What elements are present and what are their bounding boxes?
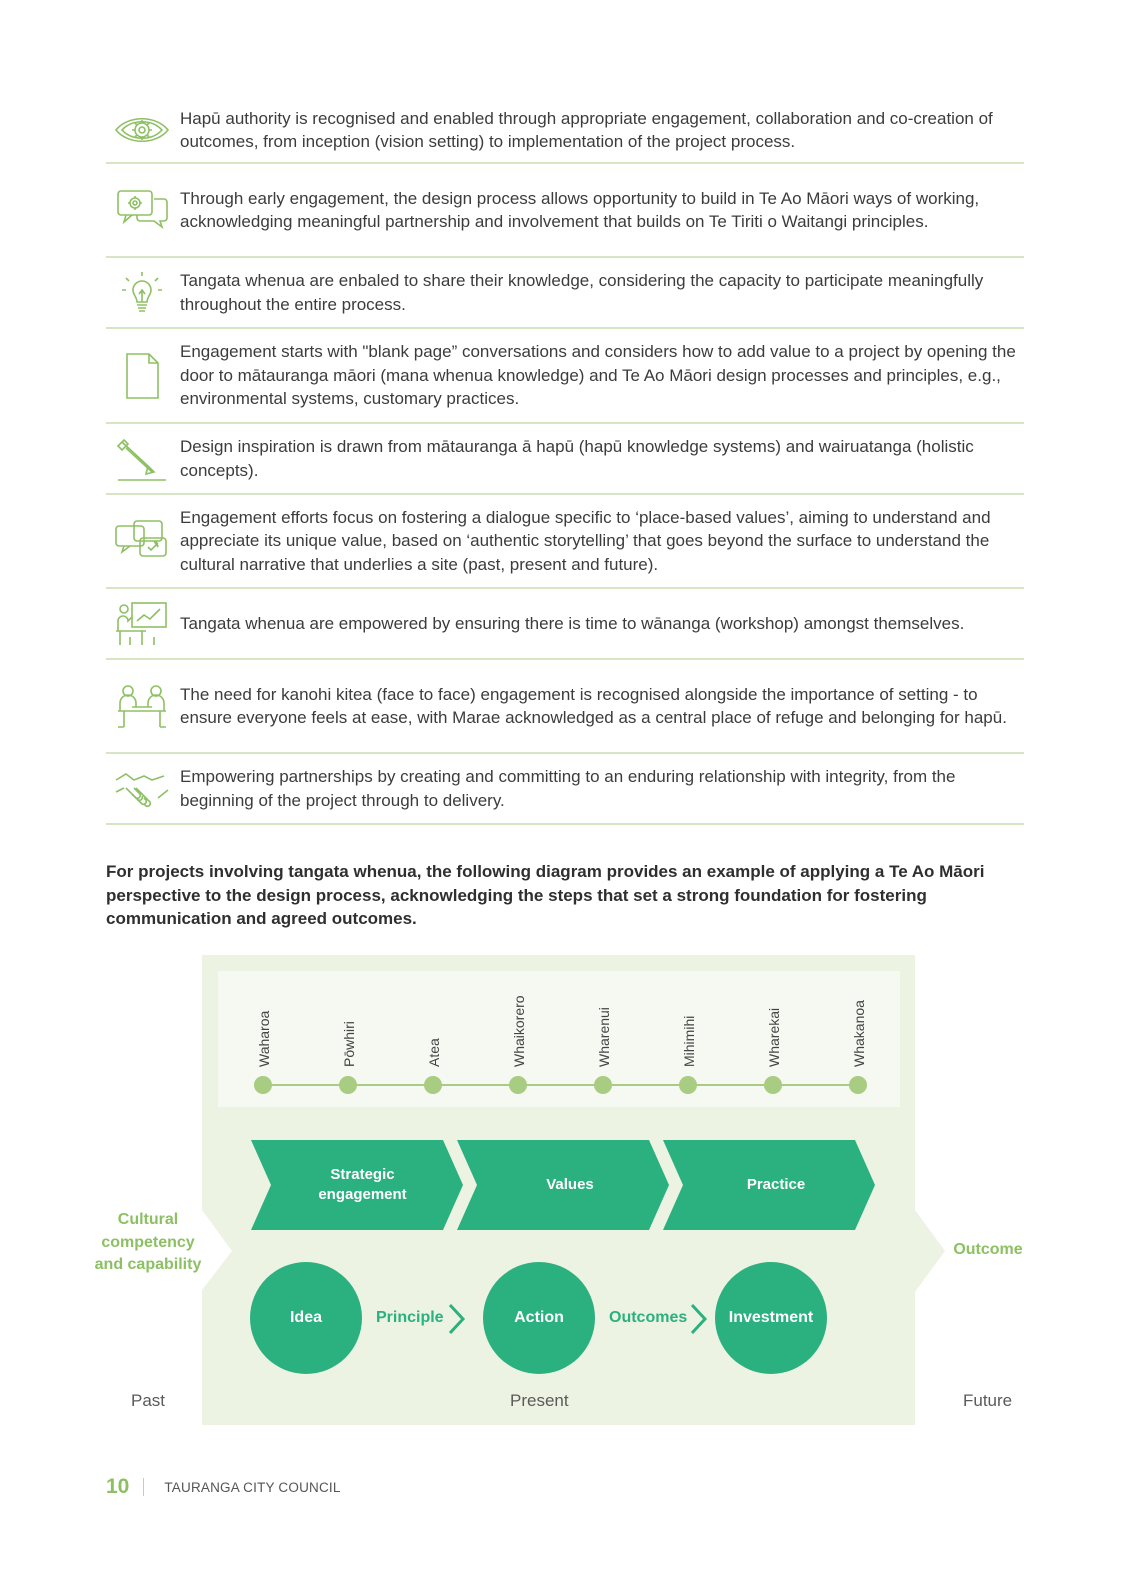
footer-divider [143, 1478, 144, 1496]
principle-text: Through early engagement, the design process allows opportunity to build in Te Ao Māori ways of working, acknowledging meaningful partnership and involvement that builds on Te Tiriti o Waitangi principles. [180, 188, 980, 231]
page-number: 10 [106, 1475, 130, 1498]
principle-row [106, 754, 1024, 825]
link-label-outcomes: Outcomes [609, 1309, 688, 1326]
workshop-presentation-icon [106, 601, 178, 647]
chat-bubbles-icon [106, 518, 178, 564]
people-meeting-icon [106, 683, 178, 729]
step-label-strategic-engagement: Strategic engagement [318, 1166, 407, 1203]
principle-row [106, 329, 1024, 424]
timeline-future: Future [963, 1391, 1013, 1410]
principle-row [106, 660, 1024, 754]
stage-label: Waharoa [256, 1010, 272, 1067]
timeline-dot [764, 1076, 782, 1094]
circle-label-investment: Investment [728, 1309, 814, 1326]
footer [106, 1475, 341, 1499]
timeline-dot [509, 1076, 527, 1094]
timeline-past: Past [131, 1391, 166, 1410]
timeline-dot [254, 1076, 272, 1094]
organisation-name: TAURANGA CITY COUNCIL [164, 1479, 341, 1495]
principle-row [106, 98, 1024, 164]
eye-gear-icon [106, 107, 178, 153]
principle-row [106, 424, 1024, 495]
principle-text: Design inspiration is drawn from mātauranga ā hapū (hapū knowledge systems) and wairuatanga (holistic concepts). [180, 437, 974, 480]
principle-text: Empowering partnerships by creating and committing to an enduring relationship with integrity, from the beginning of the project through to delivery. [180, 767, 956, 810]
principle-row [106, 258, 1024, 329]
pencil-icon [106, 436, 178, 482]
circle-label-action: Action [514, 1309, 564, 1326]
stage-label: Wharenui [596, 1007, 612, 1067]
principle-text: Engagement starts with "blank page” conversations and considers how to add value to a project by opening the door to mātauranga māori (mana whenua knowledge) and Te Ao Māori design processes and principles, e.g., environmental systems, customary practices. [180, 342, 1016, 409]
principle-text: Tangata whenua are empowered by ensuring there is time to wānanga (workshop) amongst themselves. [180, 613, 965, 633]
speech-bubble-gear-icon [106, 187, 178, 233]
circle-label-idea: Idea [289, 1309, 322, 1326]
link-label-principle: Principle [376, 1309, 444, 1326]
principle-text: Hapū authority is recognised and enabled through appropriate engagement, collaboration and co-creation of outcomes, from inception (vision setting) to implementation of the project process. [180, 108, 993, 151]
right-label: Outcome [953, 1241, 1023, 1258]
step-label-practice: Practice [746, 1176, 806, 1193]
timeline-dot [849, 1076, 867, 1094]
timeline-dot [424, 1076, 442, 1094]
principle-row [106, 589, 1024, 660]
lightbulb-icon [106, 270, 178, 316]
stage-label: Mihimihi [681, 1015, 697, 1067]
stage-label: Atea [426, 1038, 442, 1067]
left-label: Cultural competency and capability [94, 1211, 202, 1273]
stage-label: Whaikorero [511, 995, 527, 1067]
design-process-diagram [0, 955, 1129, 1430]
timeline-dot [679, 1076, 697, 1094]
principle-text: Tangata whenua are enbaled to share their knowledge, considering the capacity to participate meaningfully throughout the entire process. [180, 271, 984, 314]
timeline-dot [339, 1076, 357, 1094]
stage-label: Whakanoa [851, 1000, 867, 1067]
stage-label: Pōwhiri [341, 1021, 357, 1067]
principles-list [106, 98, 1024, 825]
principle-text: Engagement efforts focus on fostering a dialogue specific to ‘place-based values’, aiming to understand and appreciate its unique value, based on ‘authentic storytelling’ that goes beyond the surface to understand the cultural narrative that underlies a site (past, present and future). [180, 507, 991, 574]
principle-row [106, 164, 1024, 258]
timeline-panel [218, 971, 900, 1107]
handshake-icon [106, 766, 178, 812]
stage-label: Wharekai [766, 1007, 782, 1067]
principle-text: The need for kanohi kitea (face to face) engagement is recognised alongside the importance of setting - to ensure everyone feels at ease, with Marae acknowledged as a central place of refuge and belonging for hapū. [180, 684, 1007, 727]
timeline-dot [594, 1076, 612, 1094]
timeline-present: Present [510, 1391, 569, 1410]
blank-page-icon [106, 353, 178, 399]
principle-row [106, 495, 1024, 589]
diagram-intro: For projects involving tangata whenua, the following diagram provides an example of applying a Te Ao Māori perspective to the design process, acknowledging the steps that set a strong foundation for fostering communication and agreed outcomes. [106, 862, 985, 928]
step-label-values: Values [546, 1176, 594, 1193]
